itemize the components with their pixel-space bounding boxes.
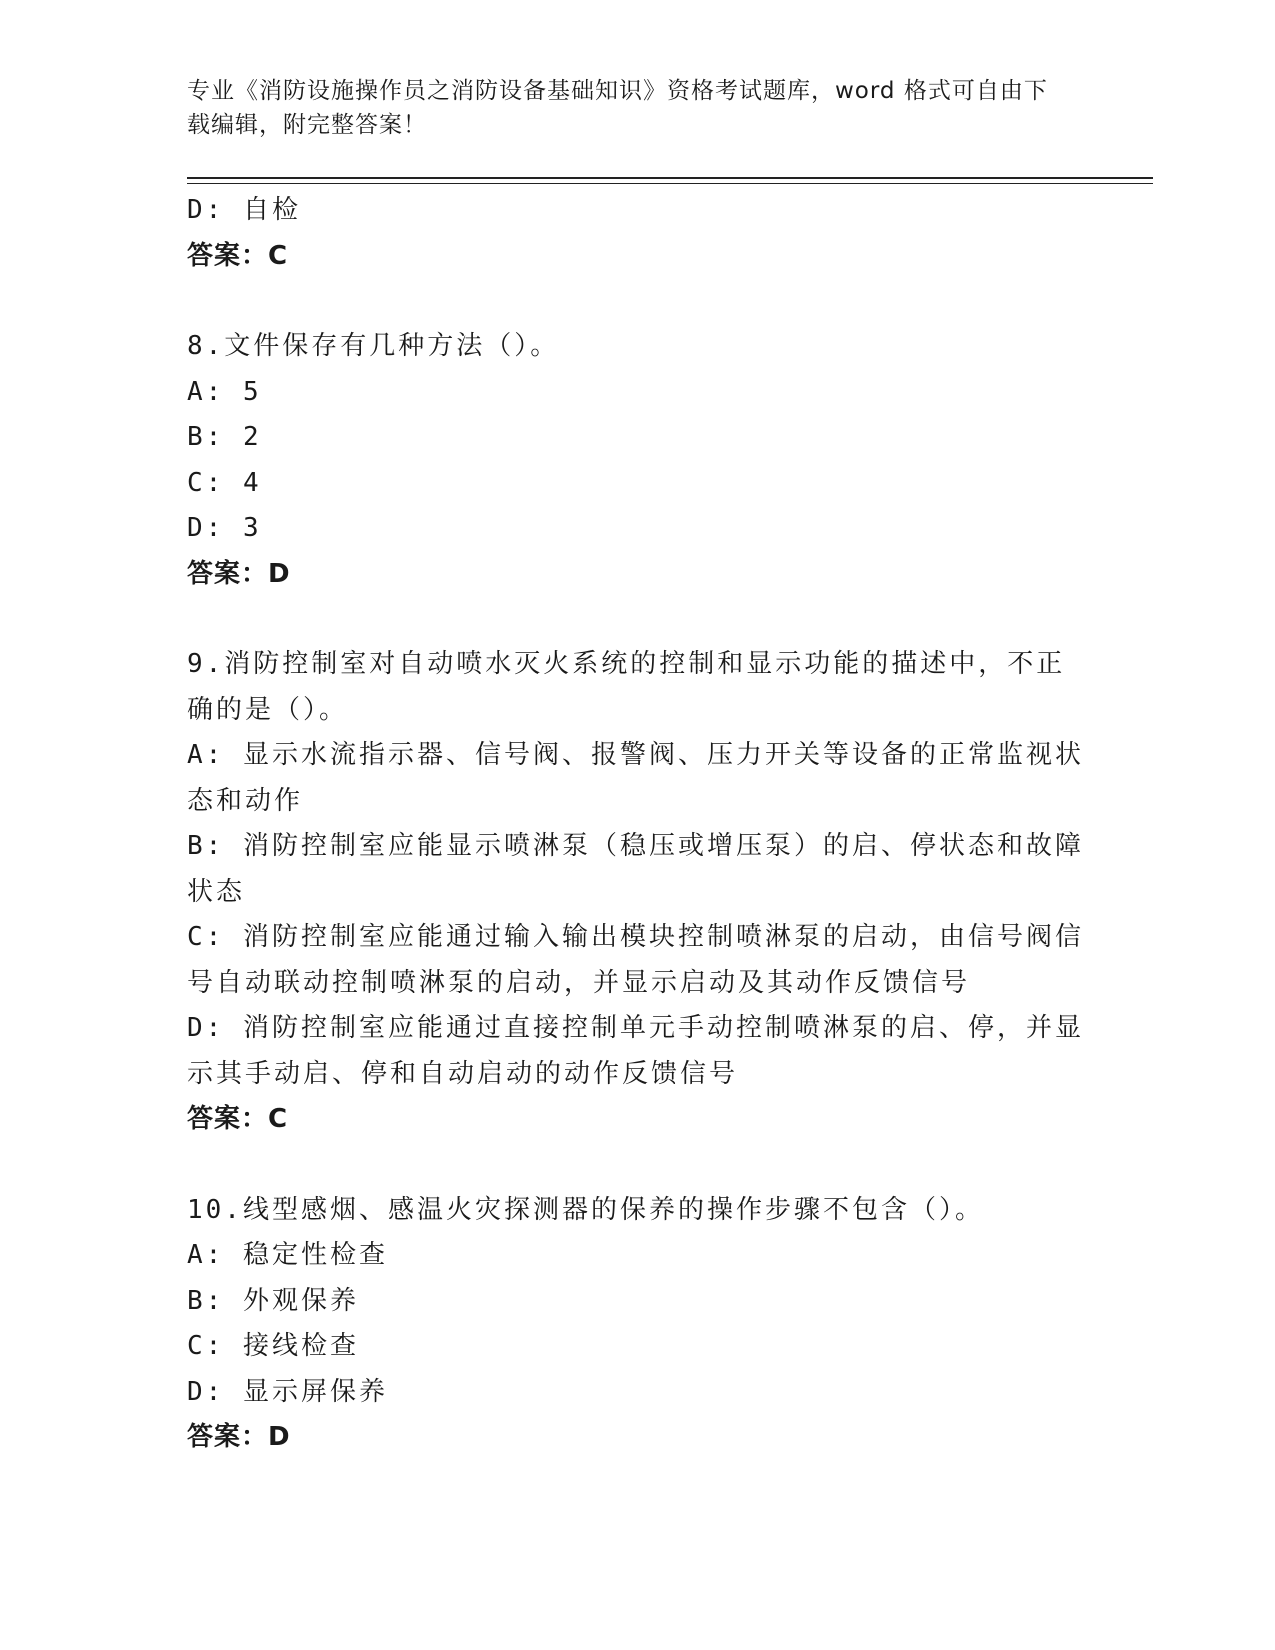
q9-option-b-line-1: B: 消防控制室应能显示喷淋泵（稳压或增压泵）的启、停状态和故障 bbox=[187, 831, 1084, 861]
document-header bbox=[187, 74, 1067, 142]
q10-stem: 10.线型感烟、感温火灾探测器的保养的操作步骤不包含（）。 bbox=[187, 1194, 984, 1225]
q9-option-a-line-2: 态和动作 bbox=[187, 785, 304, 816]
q9-stem-line-1: 9.消防控制室对自动喷水灭火系统的控制和显示功能的描述中，不正 bbox=[187, 649, 1066, 679]
q10-option-d: D: 显示屏保养 bbox=[187, 1376, 388, 1407]
spacer bbox=[187, 1143, 1087, 1188]
q9-option-c-line-2: 号自动联动控制喷淋泵的启动，并显示启动及其动作反馈信号 bbox=[187, 967, 971, 998]
question-9 bbox=[187, 642, 1087, 1143]
spacer bbox=[187, 279, 1087, 324]
question-10 bbox=[187, 1188, 1087, 1461]
question-7-tail bbox=[187, 188, 1087, 279]
header-divider-thick bbox=[187, 177, 1153, 179]
q8-answer: 答案：D bbox=[187, 558, 291, 589]
q9-option-a-line-1: A: 显示水流指示器、信号阀、报警阀、压力开关等设备的正常监视状 bbox=[187, 740, 1084, 770]
q9-option-b-line-2: 状态 bbox=[187, 876, 246, 907]
q8-stem: 8.文件保存有几种方法（）。 bbox=[187, 331, 560, 361]
header-line-2: 载编辑，附完整答案！ bbox=[187, 112, 427, 138]
question-content bbox=[187, 188, 1087, 1461]
q7-option-d: D: 自检 bbox=[187, 195, 301, 225]
q9-answer: 答案：C bbox=[187, 1104, 289, 1134]
question-8 bbox=[187, 324, 1087, 597]
q10-option-c: C: 接线检查 bbox=[187, 1331, 359, 1361]
q8-option-c: C: 4 bbox=[187, 467, 262, 498]
q10-answer: 答案：D bbox=[187, 1422, 291, 1452]
q10-option-b: B: 外观保养 bbox=[187, 1285, 359, 1316]
q9-option-c-line-1: C: 消防控制室应能通过输入输出模块控制喷淋泵的启动，由信号阀信 bbox=[187, 922, 1084, 952]
header-divider-thin bbox=[187, 183, 1153, 184]
header-line-1: 专业《消防设施操作员之消防设备基础知识》资格考试题库，word 格式可自由下 bbox=[187, 78, 1048, 104]
q9-stem-line-2: 确的是（）。 bbox=[187, 694, 349, 725]
q8-option-d: D: 3 bbox=[187, 513, 262, 543]
q8-option-a: A: 5 bbox=[187, 376, 262, 407]
q8-option-b: B: 2 bbox=[187, 422, 262, 452]
q9-option-d-line-1: D: 消防控制室应能通过直接控制单元手动控制喷淋泵的启、停，并显 bbox=[187, 1013, 1084, 1043]
q7-answer: 答案：C bbox=[187, 240, 289, 271]
q10-option-a: A: 稳定性检查 bbox=[187, 1240, 388, 1270]
q9-option-d-line-2: 示其手动启、停和自动启动的动作反馈信号 bbox=[187, 1058, 739, 1089]
spacer bbox=[187, 597, 1087, 642]
